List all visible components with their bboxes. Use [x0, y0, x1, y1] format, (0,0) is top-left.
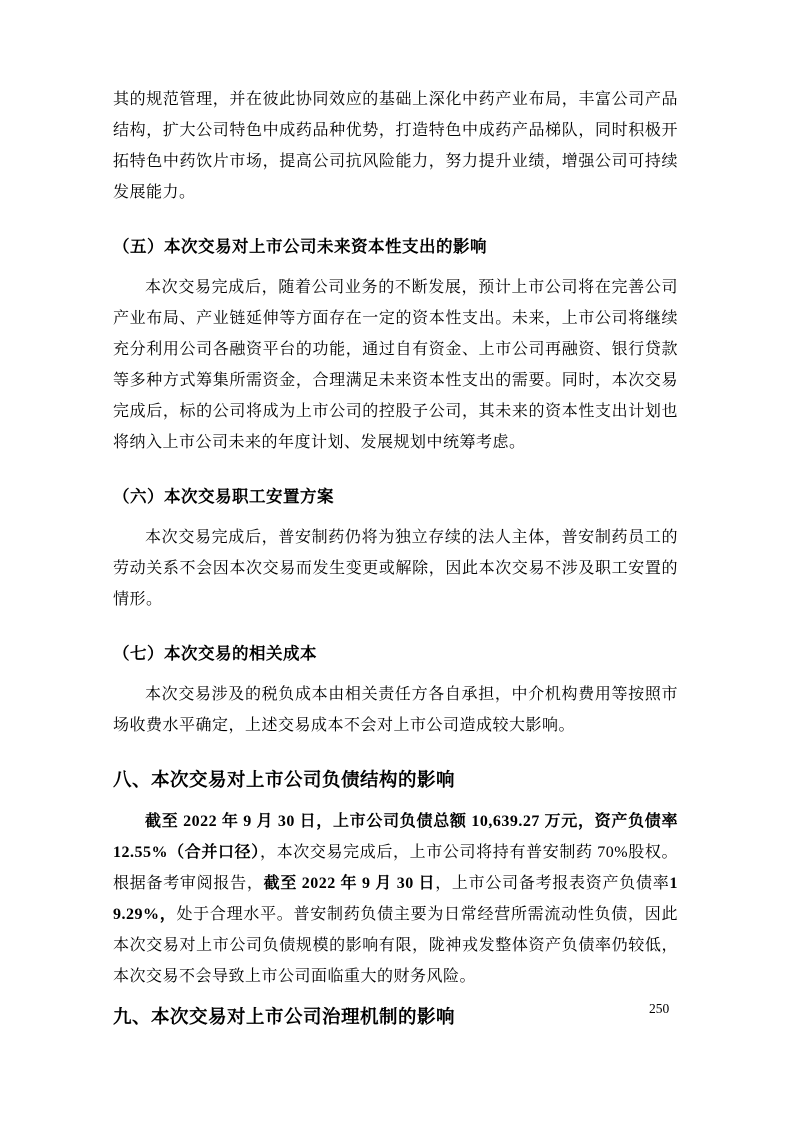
section-8-text-segment: 处于合理水平。普安制药负债主要为日常经营所需流动性负债，因此本次交易对上市公司负债规模的影响有限，陇神戎发整体资产负债率仍较低，本次交易不会导致上市公司面临重大的财务风险。 [113, 906, 678, 985]
section-8-text-segment: ，上市公司备考报表资产负债率 [435, 875, 670, 892]
section-8-paragraph [113, 806, 678, 992]
debt-total-bold-statement: 截至 2022 年 9 月 30 日，上市公司负债总额 10,639.27 万元，资产负债率 12.55%（合并口径） [113, 813, 678, 861]
section-8-text-segment: ，本次交易完成后，上市公司将持有普安制药 70%股权。根据备考审阅报告， [113, 844, 678, 892]
date-bold-statement: 截至 2022 年 9 月 30 日 [263, 875, 436, 892]
debt-ratio-bold-statement: 19.29%， [113, 875, 678, 923]
section-8-heading: 八、本次交易对上市公司负债结构的影响 [113, 769, 456, 790]
section-7-heading: （七）本次交易的相关成本 [113, 645, 317, 663]
section-6-paragraph: 本次交易完成后，普安制药仍将为独立存续的法人主体，普安制药员工的劳动关系不会因本次交易而发生变更或解除，因此本次交易不涉及职工安置的情形。 [113, 529, 678, 608]
paragraph-continuation: 其的规范管理，并在彼此协同效应的基础上深化中药产业布局，丰富公司产品结构，扩大公司特色中成药品种优势，打造特色中成药产品梯队，同时积极开拓特色中药饮片市场，提高公司抗风险能力，努力提升业绩，增强公司可持续发展能力。 [113, 91, 678, 201]
page-number: 250 [649, 1001, 670, 1016]
section-5-heading: （五）本次交易对上市公司未来资本性支出的影响 [113, 238, 487, 256]
document-content [113, 84, 678, 1043]
section-9-heading: 九、本次交易对上市公司治理机制的影响 [113, 1006, 456, 1027]
section-7-paragraph: 本次交易涉及的税负成本由相关责任方各自承担，中介机构费用等按照市场收费水平确定，上述交易成本不会对上市公司造成较大影响。 [113, 686, 678, 734]
section-6-heading: （六）本次交易职工安置方案 [113, 488, 334, 506]
section-5-paragraph: 本次交易完成后，随着公司业务的不断发展，预计上市公司将在完善公司产业布局、产业链延伸等方面存在一定的资本性支出。未来，上市公司将继续充分利用公司各融资平台的功能，通过自有资金、上市公司再融资、银行贷款等多种方式筹集所需资金，合理满足未来资本性支出的需要。同时，本次交易完成后，标的公司将成为上市公司的控股子公司，其未来的资本性支出计划也将纳入上市公司未来的年度计划、发展规划中统筹考虑。 [113, 279, 678, 451]
